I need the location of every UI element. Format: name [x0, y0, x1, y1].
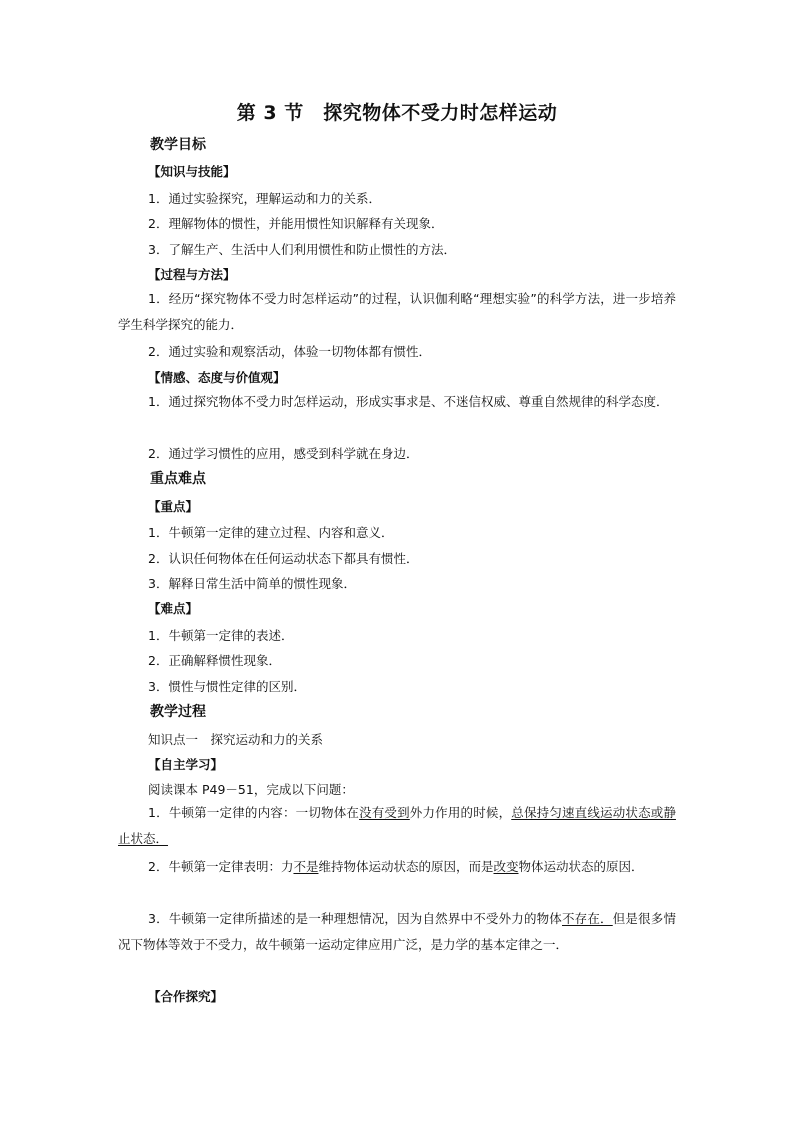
list-item: 2．通过实验和观察活动，体验一切物体都有惯性．	[148, 344, 431, 359]
list-item: 2．正确解释惯性现象．	[148, 653, 281, 668]
list-item: 1．经历“探究物体不受力时怎样运动”的过程，认识伽利略“理想实验”的科学方法，进一步培养学生科学探究的能力．	[118, 291, 676, 332]
list-item: 1．通过实验探究，理解运动和力的关系．	[148, 191, 381, 206]
section-heading-key-points: 重点难点	[150, 471, 206, 487]
reading-instruction: 阅读课本 P49－51，完成以下问题：	[148, 782, 354, 797]
answer-blank: 没有受到	[359, 805, 410, 820]
subheading-self-study: 【自主学习】	[148, 757, 224, 772]
knowledge-point-title: 知识点一 探究运动和力的关系	[148, 732, 324, 747]
subheading-attitude: 【情感、态度与价值观】	[148, 370, 286, 385]
section-heading-goals: 教学目标	[150, 137, 206, 153]
list-item: 3．解释日常生活中简单的惯性现象．	[148, 576, 356, 591]
subheading-process: 【过程与方法】	[148, 267, 236, 282]
answer-blank: 改变	[493, 859, 519, 874]
subheading-focus: 【重点】	[148, 499, 199, 514]
list-item: 3．惯性与惯性定律的区别．	[148, 679, 306, 694]
list-item: 1．牛顿第一定律的表述．	[148, 628, 294, 643]
page-title: 第 3 节 探究物体不受力时怎样运动	[236, 102, 558, 124]
answer-blank: 不是	[293, 859, 319, 874]
list-item: 1．牛顿第一定律的建立过程、内容和意义．	[148, 525, 394, 540]
answer-blank: 总保持匀速直线运动状态或静止状态．	[118, 805, 676, 846]
list-item: 2．通过学习惯性的应用，感受到科学就在身边．	[148, 446, 419, 461]
subheading-cooperation: 【合作探究】	[148, 989, 224, 1004]
list-item: 1．通过探究物体不受力时怎样运动，形成实事求是、不迷信权威、尊重自然规律的科学态度．	[148, 394, 669, 409]
list-item: 2．认识任何物体在任何运动状态下都具有惯性．	[148, 551, 419, 566]
list-item: 2．理解物体的惯性，并能用惯性知识解释有关现象．	[148, 216, 444, 231]
subheading-knowledge: 【知识与技能】	[148, 164, 236, 179]
subheading-difficulty: 【难点】	[148, 601, 199, 616]
section-heading-process: 教学过程	[150, 704, 206, 720]
question-3: 3．牛顿第一定律所描述的是一种理想情况，因为自然界中不受外力的物体不存在．但是很多情况下物体等效于不受力，故牛顿第一运动定律应用广泛，是力学的基本定律之一．	[118, 911, 676, 952]
list-item: 3．了解生产、生活中人们利用惯性和防止惯性的方法．	[148, 242, 456, 257]
answer-blank: 不存在．	[562, 911, 613, 926]
question-1: 1．牛顿第一定律的内容：一切物体在没有受到外力作用的时候，总保持匀速直线运动状态或静止状态．	[118, 805, 676, 846]
question-2: 2．牛顿第一定律表明：力不是维持物体运动状态的原因，而是改变物体运动状态的原因．	[148, 859, 644, 874]
